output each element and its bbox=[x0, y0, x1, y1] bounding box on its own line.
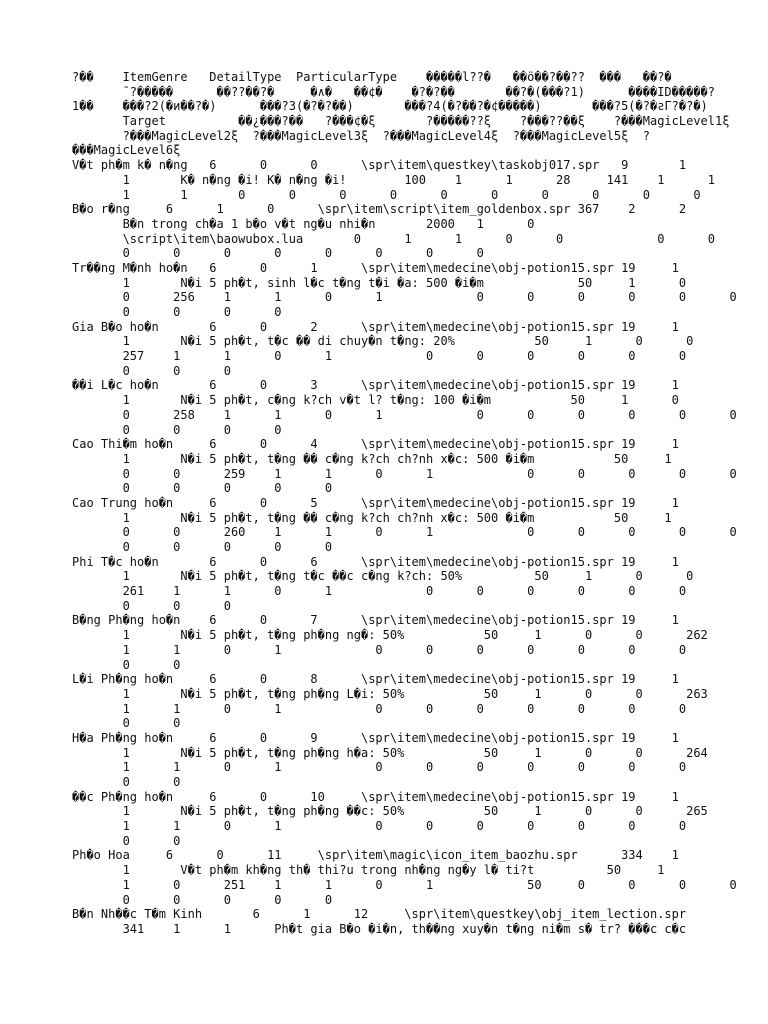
text-line: 0 0 0 0 0 bbox=[72, 481, 333, 496]
text-line: 0 0 bbox=[72, 657, 181, 672]
text-line: Gia B�o ho�n 6 0 2 \spr\item\medecine\obj-potion15.spr 19 1 bbox=[72, 319, 679, 334]
text-line: 0 258 1 1 0 1 0 0 0 0 0 0 bbox=[72, 407, 737, 422]
text-line: B�o r�ng 6 1 0 \spr\item\script\item_goldenbox.spr 367 2 2 bbox=[72, 202, 687, 217]
text-line: 0 0 260 1 1 0 1 0 0 0 0 0 bbox=[72, 525, 737, 540]
text-line: 1 1 0 1 0 0 0 0 0 0 0 bbox=[72, 760, 687, 775]
text-line: 0 0 bbox=[72, 716, 181, 731]
text-line: 0 0 0 bbox=[72, 598, 231, 613]
text-line: 1�� ���?2(�и��?�) ���?3(�?�?��) ���?4(�?��?�¢�����) ���?5(�?�ƨΓ?�?�) bbox=[72, 99, 708, 114]
text-line: 0 0 259 1 1 0 1 0 0 0 0 0 bbox=[72, 466, 737, 481]
text-line: 0 0 bbox=[72, 775, 181, 789]
text-line: 0 0 bbox=[72, 833, 181, 848]
text-line: Tr��ng M�nh ho�n 6 0 1 \spr\item\medecine\obj-potion15.spr 19 1 bbox=[72, 260, 679, 275]
document-text bbox=[72, 70, 762, 937]
text-line: 1 N�i 5 ph�t, c�ng k?ch v�t l? t�ng: 100 �i�m 50 1 0 bbox=[72, 393, 679, 408]
text-line: 261 1 1 0 1 0 0 0 0 0 0 bbox=[72, 584, 687, 599]
text-line: 1 0 251 1 1 0 1 50 0 0 0 0 bbox=[72, 877, 737, 892]
text-line: 1 1 0 0 0 0 0 0 0 0 0 0 bbox=[72, 187, 701, 202]
text-line: 1 K� n�ng �i! K� n�ng �i! 100 1 1 28 141 1 1 bbox=[72, 172, 715, 187]
text-line: B�n Nh��c T�m Kinh 6 1 12 \spr\item\questkey\obj_item_lection.spr bbox=[72, 907, 687, 922]
text-line: 0 0 0 0 bbox=[72, 305, 282, 319]
text-line: 257 1 1 0 1 0 0 0 0 0 0 bbox=[72, 349, 687, 364]
text-line: 0 256 1 1 0 1 0 0 0 0 0 0 bbox=[72, 290, 737, 305]
text-line: 1 N�i 5 ph�t, t�ng �� c�ng k?ch ch?nh x�c: 500 �i�m 50 1 bbox=[72, 451, 672, 466]
text-line: L�i Ph�ng ho�n 6 0 8 \spr\item\medecine\obj-potion15.spr 19 1 bbox=[72, 672, 679, 687]
text-line: 1 N�i 5 ph�t, t�ng t�c ��c c�ng k?ch: 50% 50 1 0 0 bbox=[72, 569, 694, 584]
text-line: \script\item\baowubox.lua 0 1 1 0 0 0 0 bbox=[72, 231, 715, 246]
text-line: ¯?����� ��??��?� �∧� ��¢� �?�?�� ��?�(���?1) ����ID�����? bbox=[72, 84, 715, 99]
text-line: 0 0 0 0 0 bbox=[72, 892, 333, 907]
text-line: 0 0 0 0 bbox=[72, 422, 282, 437]
text-line: 1 N�i 5 ph�t, sinh l�c t�ng t�i �a: 500 �i�m 50 1 0 bbox=[72, 275, 687, 290]
text-line: V�t ph�m k� n�ng 6 0 0 \spr\item\questkey\taskobj017.spr 9 1 bbox=[72, 158, 687, 173]
text-line: Phi T�c ho�n 6 0 6 \spr\item\medecine\obj-potion15.spr 19 1 bbox=[72, 554, 679, 569]
text-line: Cao Thi�m ho�n 6 0 4 \spr\item\medecine\obj-potion15.spr 19 1 bbox=[72, 437, 679, 452]
text-line: 1 N�i 5 ph�t, t�c �� di chuy�n t�ng: 20% 50 1 0 0 bbox=[72, 334, 694, 349]
text-line: 1 N�i 5 ph�t, t�ng ph�ng h�a: 50% 50 1 0 0 264 bbox=[72, 745, 708, 760]
text-line: H�a Ph�ng ho�n 6 0 9 \spr\item\medecine\obj-potion15.spr 19 1 bbox=[72, 730, 679, 745]
text-line: B�ng Ph�ng ho�n 6 0 7 \spr\item\medecine\obj-potion15.spr 19 1 bbox=[72, 613, 679, 628]
text-line: Ph�o Hoa 6 0 11 \spr\item\magic\icon_item_baozhu.spr 334 1 bbox=[72, 848, 679, 863]
text-line: ?�� ItemGenre DetailType ParticularType �����l??� ��ö��?��?? ��� ��?� bbox=[72, 70, 672, 84]
text-line: 0 0 0 0 0 bbox=[72, 540, 333, 554]
text-line: 341 1 1 Ph�t gia B�o �i�n, th��ng xuy�n t�ng ni�m s� tr? ���c c�c bbox=[72, 921, 687, 936]
text-line: 1 1 0 1 0 0 0 0 0 0 0 bbox=[72, 819, 687, 834]
text-line: ��c Ph�ng ho�n 6 0 10 \spr\item\medecine\obj-potion15.spr 19 1 bbox=[72, 789, 679, 804]
text-line: 1 N�i 5 ph�t, t�ng ph�ng ��c: 50% 50 1 0 0 265 bbox=[72, 804, 708, 819]
text-line: ���MagicLevel6ξ bbox=[72, 143, 181, 158]
text-line: B�n trong ch�a 1 b�o v�t ng�u nhi�n 2000 1 0 bbox=[72, 216, 535, 231]
text-line: 0 0 0 bbox=[72, 363, 231, 378]
text-line: 1 1 0 1 0 0 0 0 0 0 0 bbox=[72, 642, 687, 657]
text-line: 1 N�i 5 ph�t, t�ng �� c�ng k?ch ch?nh x�c: 500 �i�m 50 1 bbox=[72, 510, 672, 525]
text-line: 1 1 0 1 0 0 0 0 0 0 0 bbox=[72, 701, 687, 716]
text-line: 1 N�i 5 ph�t, t�ng ph�ng L�i: 50% 50 1 0 0 263 bbox=[72, 686, 708, 701]
text-line: 0 0 0 0 0 0 0 0 bbox=[72, 246, 484, 261]
text-line: Cao Trung ho�n 6 0 5 \spr\item\medecine\obj-potion15.spr 19 1 bbox=[72, 495, 679, 510]
text-line: 1 N�i 5 ph�t, t�ng ph�ng ng�: 50% 50 1 0 0 262 bbox=[72, 628, 708, 643]
text-line: Target ��¿���?�� ?���¢�ξ ?�����??ξ ?���??��ξ ?���MagicLevel1ξ bbox=[72, 114, 730, 129]
text-line: ?���MagicLevel2ξ ?���MagicLevel3ξ ?���MagicLevel4ξ ?���MagicLevel5ξ ? bbox=[72, 128, 650, 143]
text-line: 1 V�t ph�m kh�ng th� thi?u trong nh�ng ng�y l� ti?t 50 1 bbox=[72, 863, 665, 878]
text-line: ��i L�c ho�n 6 0 3 \spr\item\medecine\obj-potion15.spr 19 1 bbox=[72, 378, 679, 393]
